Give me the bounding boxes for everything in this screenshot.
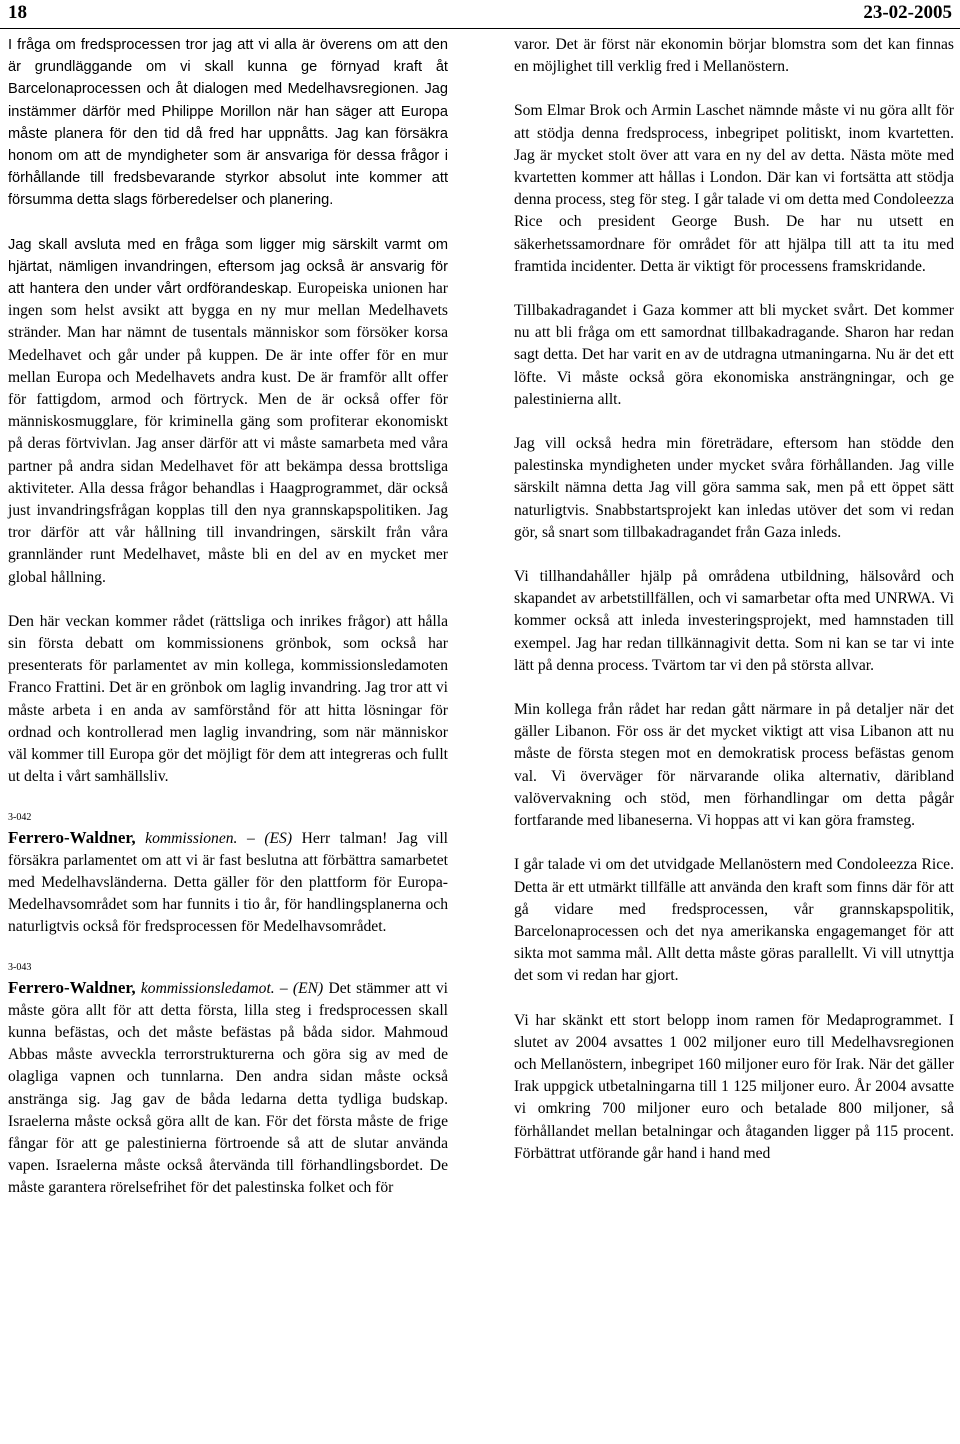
speaker-role: kommissionsledamot. bbox=[135, 979, 275, 997]
paragraph: Vi har skänkt ett stort belopp inom ramen för Medaprogrammet. I slutet av 2004 avsattes 1 002 miljoner euro till Medelhavsregionen och Mellanöstern, inbegripet 160 miljoner euro för Irak. När det gäller Irak uppgick utbetalningarna till 1 125 miljoner euro. År 2004 avsatte vi omkring 700 miljoner euro och betalade 800 miljoner, så förhållandet mellan betalningar och åtaganden ligger på 115 procent. Förbättrat utförande går hand i hand med bbox=[514, 1011, 954, 1162]
page-number: 18 bbox=[8, 2, 27, 23]
paragraph: Som Elmar Brok och Armin Laschet nämnde måste vi nu göra allt för att stödja denna fredsprocess, inbegripet politiskt, inom kvartetten. Jag är mycket stolt över att vara en ny del av detta. Nästa möte med kvartetten kommer att hållas i London. Där kan vi fortsätta att stödja denna process, steg för steg. I går talade vi om detta med Condoleezza Rice och president George Bush. De har nu utsett en säkerhetssamordnare för området för att hjälpa till att ta itu med framtida incidenter. Detta är viktigt för processens framskridande. bbox=[514, 102, 954, 275]
speech bbox=[8, 827, 448, 939]
paragraph bbox=[8, 34, 448, 212]
paragraph: I går talade vi om det utvidgade Mellanöstern med Condoleezza Rice. Detta är ett utmärkt tillfälle att använda den kraft som finns där för att gå vidare med fredsprocessen, vår grannskapspolitik, Barcelonaprocessen och det nya amerikanska engagemanget för att sikta mot samma mål. Allt detta måste göras parallellt. Vi vill utnyttja det som vi redan har gjort. bbox=[514, 856, 954, 985]
paragraph-text: Europeiska unionen har ingen som helst avsikt att bygga en ny mur mellan Medelhavets stränder. Man har nämnt de tusentals människor som försöker korsa Medelhavet och går under på kuppen. De är inte offer för en mur mellan Europa och Medelhavets andra kust. De är framför allt offer för fattigdom, armod och förtryck. Men de är också offer för människosmugglare, för kriminella gäng som profiterar ekonomiskt på deras förtvivlan. Jag anser därför att vi måste samarbeta med våra partner på andra sidan Medelhavet för att bekämpa dessa brottsliga aktiviteter. Alla dessa frågor behandlas i Haagprogrammet, där också just invandringsfrågan kopplas till den nya grannskapspolitiken. Jag tror därför att vår hållning till invandringen, särskilt från våra grannländer runt Medelhavet, måste bli en del av en mycket mer global hållning. bbox=[8, 280, 449, 586]
speaker-name: Ferrero-Waldner, bbox=[8, 827, 136, 847]
speech-language: – (ES) bbox=[237, 829, 293, 847]
paragraph: Den här veckan kommer rådet (rättsliga och inrikes frågor) att hålla sin första debatt om kommissionens grönbok, som också har presenterats för parlamentet av min kollega, kommissionsledamoten Franco Frattini. Det är en grönbok om laglig invandring. Jag tror att vi måste arbeta i en anda av samförstånd för att hitta lösningar för ordnad och kontrollerad men laglig invandring, som när människor väl kommer till Europa gör det möjligt för dem att integreras och fullt ut delta i vårt samhällsliv. bbox=[8, 612, 448, 786]
paragraph bbox=[8, 234, 448, 589]
speaker-name: Ferrero-Waldner, bbox=[8, 977, 136, 997]
paragraph: varor. Det är först när ekonomin börjar blomstra som det kan finnas en möjlighet till verklig fred i Mellanöstern. bbox=[514, 36, 954, 76]
speech bbox=[8, 977, 448, 1200]
paragraph: Min kollega från rådet har redan gått närmare in på detaljer när det gäller Libanon. För oss är det mycket viktigt att visa Libanon att nu måste de första stegen mot en demokratisk process befästas genom val. Vi överväger för närvarande olika alternativ, däribland valövervakning och stöd, men förhandlingar om detta pågår fortfarande med libaneserna. Vi hoppas att vi kan göra framsteg. bbox=[514, 701, 954, 830]
paragraph-text: Jag skall avsluta med en fråga som ligger mig särskilt varmt om hjärtat, nämligen invandringen, eftersom jag också är ansvarig för att hantera den under vårt ordförandeskap. bbox=[8, 236, 448, 298]
paragraph: Tillbakadragandet i Gaza kommer att bli mycket svårt. Det kommer nu att bli fråga om ett samordnat tillbakadragande. Sharon har redan sagt detta. Det har varit en av de utdragna utmaningarna. Nu är det ett löfte. Vi måste också göra ekonomiska ansträngningar, och ge palestinierna allt. bbox=[514, 302, 954, 408]
paragraph: Vi tillhandahåller hjälp på områdena utbildning, hälsovård och skapandet av arbetstillfällen, och vi samarbetar ofta med UNRWA. Vi kommer också att inleda investeringsprojekt, med hamnstaden till exempel. Jag har redan tillkännagivit detta. Som ni kan se tar vi inte lätt på denna process. Tvärtom tar vi den på största allvar. bbox=[514, 568, 954, 674]
speech-number: 3-042 bbox=[8, 811, 32, 823]
speech-text: Herr talman! Jag vill försäkra parlamentet om att vi är fast beslutna att förbättra samarbetet med Medelhavsländerna. Detta gäller för den plattform för Europa-Medelhavsområdet som har funnits i tio år, för handlingsplanerna och naturligtvis också för fredsprocessen för Medelhavsområdet. bbox=[8, 829, 448, 936]
speech-number: 3-043 bbox=[8, 961, 32, 973]
left-column bbox=[8, 34, 448, 1200]
paragraph: Jag vill också hedra min företrädare, eftersom han stödde den palestinska myndigheten under mycket svåra förhållanden. Jag ville särskilt nämna detta Jag vill göra samma sak, men på ett öppet sätt naturligtvis. Snabbstartsprojekt kan inledas utöver det som vi redan gör, så snart som tillbakadragandet från Gaza inleds. bbox=[514, 435, 954, 541]
page-header bbox=[0, 0, 960, 29]
speech-text: Det stämmer att vi måste göra allt för att detta första, lilla steg i fredsprocessen skall kunna befästas, och det måste befästas på båda sidor. Mahmoud Abbas måste avveckla terrorstrukturerna och göra sig av med de olagliga vapnen och tunnlarna. Den andra sidan måste också anstränga sig. Jag gav de båda ledarna detta tydliga budskap. Israelerna måste också göra allt de kan. För det första måste de frige fångar för att ge palestinierna förtroende så att de slutar använda vapen. Israelerna måste också återvända till förhandlingsbordet. De måste garantera rörelsefrihet för det palestinska folket och för bbox=[8, 979, 448, 1197]
session-date: 23-02-2005 bbox=[863, 2, 952, 23]
paragraph-text: I fråga om fredsprocessen tror jag att vi alla är överens om att den är grundläggande om vi skall kunna ge förnyad kraft åt Barcelonaprocessen och åt dialogen med Medelhavsregionen. Jag instämmer därför med Philippe Morillon när han säger att Europa måste planera för den tid då fred har uppnåtts. Jag kan försäkra honom om att de myndigheter som är ansvariga för dessa frågor i förhållande till fredsbevarande styrkor absolut inte kommer att försumma detta slags förberedelser och planering. bbox=[8, 37, 448, 209]
speech-language: – (EN) bbox=[274, 979, 324, 997]
right-column bbox=[514, 34, 954, 1165]
speaker-role: kommissionen. bbox=[135, 829, 238, 847]
